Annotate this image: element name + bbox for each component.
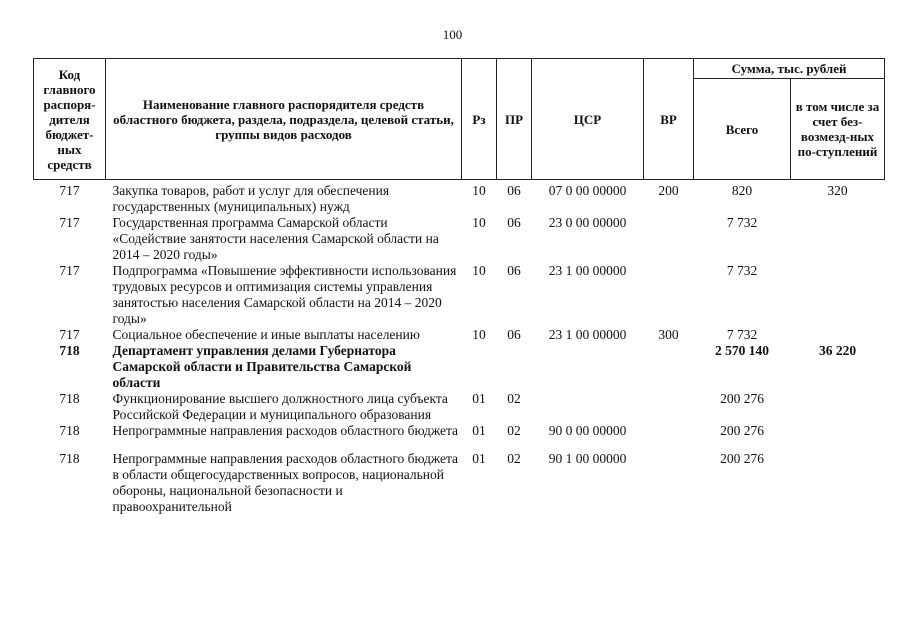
- cell-code: 717: [59, 215, 80, 230]
- cell-code: 718: [59, 391, 80, 406]
- cell-pr: 06: [507, 327, 521, 342]
- cell-name: Функционирование высшего должностного лица субъекта Российской Федерации и муниципального образования: [112, 391, 448, 422]
- cell-code: 717: [59, 183, 80, 198]
- cell-pr: 02: [507, 423, 521, 438]
- header-rz: Рз: [462, 59, 497, 180]
- cell-name: Государственная программа Самарской области «Содействие занятости населения Самарской области на 2014 – 2020 годы»: [112, 215, 439, 262]
- cell-total: 7 732: [726, 263, 758, 278]
- cell-vr: [644, 423, 694, 439]
- cell-name: Департамент управления делами Губернатора Самарской области и Правительства Самарской области: [112, 343, 412, 390]
- cell-rz: 01: [472, 423, 486, 438]
- header-csr: ЦСР: [532, 59, 644, 180]
- cell-vr: [644, 215, 694, 263]
- cell-vr: [644, 343, 694, 391]
- cell-vr: 300: [658, 327, 679, 342]
- budget-table: [33, 58, 885, 515]
- header-incl: в том числе за счет без-возмезд-ных по-ступлений: [791, 79, 885, 180]
- cell-vr: [644, 451, 694, 515]
- cell-csr: [532, 391, 644, 423]
- cell-rz: 01: [472, 451, 486, 466]
- table-row: [34, 423, 885, 439]
- cell-incl: [791, 391, 885, 423]
- cell-total: 820: [731, 183, 753, 198]
- cell-name: Непрограммные направления расходов областного бюджета: [112, 423, 459, 438]
- cell-vr: [644, 391, 694, 423]
- cell-code: 718: [59, 343, 80, 358]
- cell-csr: 23 0 00 00000: [548, 215, 627, 230]
- cell-total: 7 732: [726, 327, 758, 342]
- cell-incl: [791, 451, 885, 515]
- cell-pr: [497, 343, 532, 391]
- cell-rz: 10: [472, 183, 486, 198]
- cell-total: 200 276: [720, 423, 764, 438]
- cell-pr: 02: [507, 391, 521, 406]
- header-total: Всего: [694, 79, 791, 180]
- table-row: [34, 327, 885, 343]
- cell-total: 200 276: [720, 451, 764, 466]
- cell-csr: 23 1 00 00000: [548, 263, 627, 278]
- cell-csr: 07 0 00 00000: [548, 183, 627, 198]
- cell-incl: 320: [827, 183, 848, 198]
- cell-incl: [791, 263, 885, 327]
- table-row: [34, 391, 885, 423]
- cell-rz: 10: [472, 327, 486, 342]
- cell-name: Социальное обеспечение и иные выплаты населению: [112, 327, 420, 342]
- cell-total: 2 570 140: [715, 343, 769, 358]
- table-row: [34, 451, 885, 515]
- page-number: 100: [442, 27, 463, 42]
- cell-incl: [791, 327, 885, 343]
- header-pr: ПР: [497, 59, 532, 180]
- cell-pr: 06: [507, 183, 521, 198]
- table-row: [34, 343, 885, 391]
- header-vr: ВР: [644, 59, 694, 180]
- cell-pr: 06: [507, 215, 521, 230]
- cell-incl: [791, 215, 885, 263]
- cell-vr: [644, 263, 694, 327]
- cell-total: 7 732: [726, 215, 758, 230]
- cell-code: 718: [59, 451, 80, 466]
- cell-pr: 06: [507, 263, 521, 278]
- cell-name: Подпрограмма «Повышение эффективности использования трудовых ресурсов и оптимизация системы управления занятостью населения Самарской области на 2014 – 2020 годы»: [112, 263, 457, 326]
- cell-code: 718: [59, 423, 80, 438]
- header-name: Наименование главного распорядителя средств областного бюджета, раздела, подраздела, целевой статьи, группы видов расходов: [106, 59, 462, 180]
- cell-csr: 23 1 00 00000: [548, 327, 627, 342]
- cell-csr: [532, 343, 644, 391]
- row-spacer: [34, 439, 885, 451]
- cell-pr: 02: [507, 451, 521, 466]
- table-row: [34, 215, 885, 263]
- cell-csr: 90 0 00 00000: [548, 423, 627, 438]
- cell-name: Непрограммные направления расходов областного бюджета в области общегосударственных вопросов, национальной обороны, национальной безопасности и правоохранительной: [112, 451, 459, 514]
- cell-rz: 10: [472, 263, 486, 278]
- cell-total: 200 276: [720, 391, 764, 406]
- cell-rz: 01: [472, 391, 486, 406]
- cell-rz: 10: [472, 215, 486, 230]
- cell-rz: [462, 343, 497, 391]
- table-row: [34, 180, 885, 216]
- cell-code: 717: [59, 327, 80, 342]
- cell-code: 717: [59, 263, 80, 278]
- cell-incl: [791, 423, 885, 439]
- cell-incl: 36 220: [818, 343, 857, 358]
- cell-csr: 90 1 00 00000: [548, 451, 627, 466]
- table-row: [34, 263, 885, 327]
- cell-name: Закупка товаров, работ и услуг для обеспечения государственных (муниципальных) нужд: [112, 183, 390, 214]
- header-sum-group: Сумма, тыс. рублей: [694, 59, 885, 79]
- header-code: Код главного распоря-дителя бюджет-ных средств: [34, 59, 106, 180]
- cell-vr: 200: [658, 183, 679, 198]
